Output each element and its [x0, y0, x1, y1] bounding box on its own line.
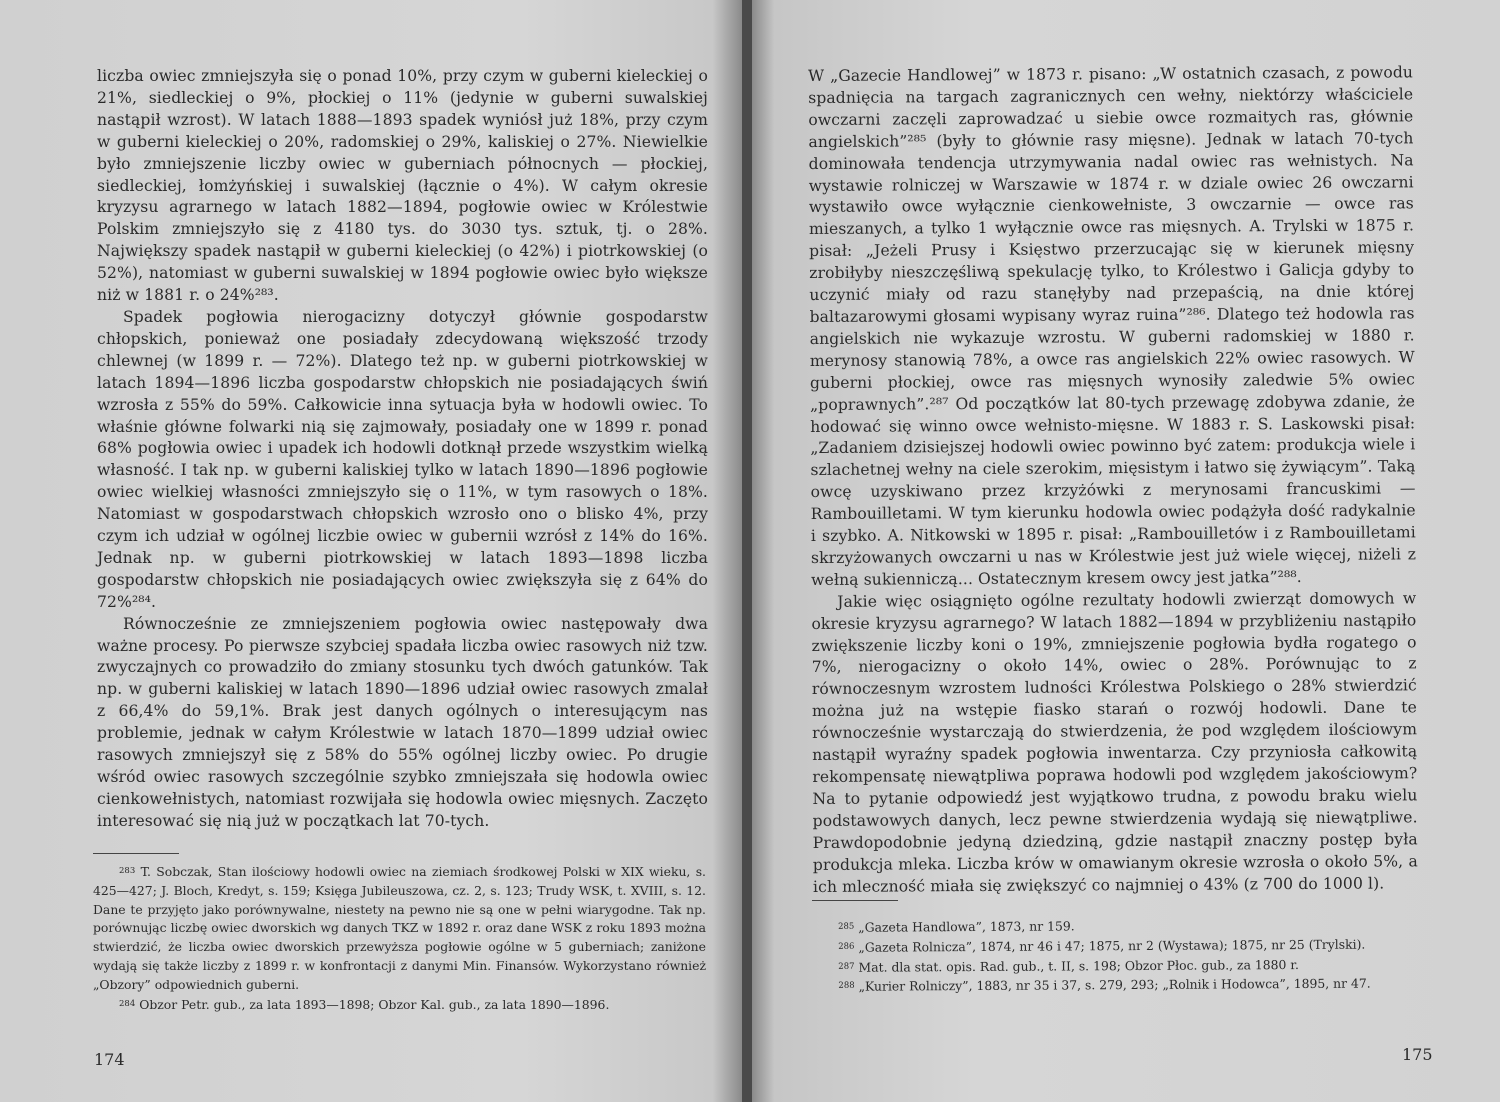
footnote-288 — [812, 974, 1424, 998]
footnote-283 — [93, 862, 706, 995]
left-paragraph-3: Równocześnie ze zmniejszeniem pogłowia owiec następowały dwa ważne procesy. Po pierwsze szybciej spadała liczba owiec rasowych niż tzw. zwyczajnych co prowadziło do zmiany stosunku tych dwóch gatunków. Tak np. w guberni kaliskiej w latach 1890—1896 udział owiec rasowych zmalał z 66,4% do 59,1%. Brak jest danych ogólnych o interesującym nas problemie, jednak w całym Królestwie w latach 1870—1899 udział owiec rasowych zmniejszył się z 58% do 55% ogólnej liczby owiec. Po drugie wśród owiec rasowych szczególnie szybko zmniejszała się hodowla owiec cienkowełnistych, natomiast rozwijała się hodowla owiec mięsnych. Zaczęto interesować się nią już w początkach lat 70-tych. — [97, 614, 708, 830]
right-paragraph-2: Jakie więc osiągnięto ogólne rezultaty hodowli zwierząt domowych w okresie kryzysu agrarnego? W latach 1882—1894 w przybliżeniu nastąpiło zwiększenie liczby koni o 19%, zmniejszenie pogłowia bydła rogatego o 7%, nierogacizny o około 14%, owiec o 28%. Porównując to z równoczesnym wzrostem ludności Królestwa Polskiego o 28% stwierdzić można już na wstępie fiasko starań o rozwój hodowli. Dane te równocześnie wystarczają do stwierdzenia, że pod względem ilościowym nastąpił wyraźny spadek pogłowia inwentarza. Czy przyniosła całkowitą rekompensatę niewątpliwa poprawa hodowli pod względem jakościowym? Na to pytanie odpowiedź jest wyjątkowo trudna, z powodu braku wielu podstawowych danych, lecz pewne stwierdzenia wydają się niewątpliwe. Prawdopodobnie jedyną dziedziną, gdzie nastąpił znaczny postęp była produkcja mleka. Liczba krów w omawianym okresie wzrosła o około 5%, a ich mleczność miała się zwiększyć co najmniej o 43% (z 700 do 1000 l). — [811, 589, 1418, 896]
footnote-ref: 283 — [119, 866, 136, 876]
footnote-286 — [812, 934, 1424, 958]
footnote-text: T. Sobczak, Stan ilościowy hodowli owiec na ziemiach środkowej Polski w XIX wieku, s. 425—427; J. Bloch, Kredyt, s. 159; Księga Jubileuszowa, cz. 2, s. 123; Trudy WSK, t. XVIII, s. 12. Dane te przyjęto jako porównywalne, niestety na pewno nie są one w pełni wiarygodne. Tak np. porównując liczbę owiec dworskich wg danych TKZ w 1892 r. oraz dane WSK z roku 1893 można stwierdzić, że liczba owiec dworskich przewyższa pogłowie ogólne w 5 guberniach; zaniżone wydają się także liczby z 1899 r. w konfrontacji z danymi Min. Finansów. Wykorzystano również „Obzory” odpowiednich guberni. — [93, 864, 706, 992]
left-page-body — [97, 66, 708, 833]
right-page-body — [808, 62, 1418, 898]
footnote-text: „Kurier Rolniczy”, 1883, nr 35 i 37, s. 279, 293; „Rolnik i Hodowca”, 1895, nr 47. — [858, 975, 1371, 995]
page-number-right: 175 — [1402, 1045, 1433, 1064]
right-footnotes — [812, 914, 1424, 997]
right-paragraph-1: W „Gazecie Handlowej” w 1873 r. pisano: „W ostatnich czasach, z powodu spadnięcia na targach zagranicznych cen wełny, niektórzy właściciele owczarni zaczęli zaprowadzać u siebie owce rozmaitych ras, głównie angielskich”²⁸⁵ (były to głównie rasy mięsne). Jednak w latach 70-tych dominowała tendencja utrzymywania nadal owiec ras wełnistych. Na wystawie rolniczej w Warszawie w 1874 r. w dziale owiec 26 owczarni wystawiło owce wyłącznie cienkowełniste, 3 owczarnie — owce ras mieszanych, a tylko 1 wyłącznie owce ras mięsnych. A. Trylski w 1875 r. pisał: „Jeżeli Prusy i Księstwo przerzucając się w kierunek mięsny zrobiłyby nieszczęśliwą spekulację tylko, to Królestwo i Galicja gdyby to uczynić miały od razu stanęłyby nad przepaścią, na dnie której baltazarowymi głosami wypisany wyraz ruina”²⁸⁶. Dlatego też hodowla ras angielskich nie wykazuje wzrostu. W guberni radomskiej w 1880 r. merynosy stanowią 78%, a owce ras angielskich 22% owiec rasowych. W guberni płockiej, owce ras mięsnych wynosiły zaledwie 5% owiec „poprawnych”.²⁸⁷ Od początków lat 80-tych przewagę zdobywa zdanie, że hodować się winno owce wełnisto-mięsne. W 1883 r. S. Laskowski pisał: „Zadaniem dzisiejszej hodowli owiec powinno być zatem: produkcja wiele i szlachetnej wełny na ciele szerokim, mięsistym i łatwo się żywiącym”. Taką owcę uzyskiwano przez krzyżówki z merynosami francuskimi — Rambouilletami. W tym kierunku hodowla owiec podążyła dość radykalnie i szybko. A. Nitkowski w 1895 r. pisał: „Rambouilletów i z Rambouilletami skrzyżowanych owczarni u nas w Królestwie jest już wiele więcej, niżeli z wełną sukienniczą... Ostatecznym kresem owcy jest jatka”²⁸⁸. — [808, 63, 1417, 589]
footnote-text: „Gazeta Handlowa”, 1873, nr 159. — [858, 918, 1075, 935]
left-page — [0, 0, 742, 1102]
right-footnote-rule — [812, 900, 898, 901]
footnote-ref: 285 — [838, 921, 855, 932]
footnote-ref: 286 — [838, 941, 855, 952]
left-footnotes — [93, 862, 706, 1014]
page-number-left: 174 — [94, 1050, 125, 1069]
footnote-text: „Gazeta Rolnicza”, 1874, nr 46 i 47; 1875, nr 2 (Wystawa); 1875, nr 25 (Trylski). — [858, 936, 1366, 955]
book-gutter — [742, 0, 752, 1102]
left-footnote-rule — [93, 853, 179, 854]
footnote-ref: 284 — [119, 998, 136, 1009]
footnote-ref: 287 — [838, 961, 855, 972]
footnote-text: Obzor Petr. gub., za lata 1893—1898; Obzor Kal. gub., za lata 1890—1896. — [139, 996, 610, 1012]
footnote-text: Mat. dla stat. opis. Rad. gub., t. II, s. 198; Obzor Płoc. gub., za 1880 r. — [858, 956, 1299, 975]
footnote-ref: 288 — [838, 981, 855, 992]
left-paragraph-1: liczba owiec zmniejszyła się o ponad 10%, przy czym w guberni kieleckiej o 21%, siedleckiej o 9%, płockiej o 11% (jedynie w guberni suwalskiej nastąpił wzrost). W latach 1888—1893 spadek wyniósł już 18%, przy czym w guberni kieleckiej o 20%, radomskiej o 29%, kaliskiej o 27%. Niewielkie było zmniejszenie liczby owiec w guberniach północnych — płockiej, siedleckiej, łomżyńskiej i suwalskiej (łącznie o 4%). W całym okresie kryzysu agrarnego w latach 1882—1894, pogłowie owiec w Królestwie Polskim zmniejszyło się z 4180 tys. do 3030 tys. sztuk, tj. o 28%. Największy spadek nastąpił w guberni kieleckiej (o 42%) i piotrkowskiej (o 52%), natomiast w guberni suwalskiej w 1894 pogłowie owiec było większe niż w 1881 r. o 24%²⁸³. — [97, 67, 708, 305]
left-paragraph-2: Spadek pogłowia nierogacizny dotyczył głównie gospodarstw chłopskich, ponieważ one posiadały zdecydowaną większość trzody chlewnej (w 1899 r. — 72%). Dlatego też np. w guberni piotrkowskiej w latach 1894—1896 liczba gospodarstw chłopskich nie posiadających świń wzrosła z 55% do 59%. Całkowicie inna sytuacja była w hodowli owiec. To właśnie główne folwarki nią się zajmowały, posiadały one w 1899 r. ponad 68% pogłowia owiec i upadek ich hodowli dotknął przede wszystkim wielką własność. I tak np. w guberni kaliskiej tylko w latach 1890—1896 pogłowie owiec wielkiej własności zmniejszyło się o 11%, w tym rasowych o 18%. Natomiast w gospodarstwach chłopskich wzrosło ono o blisko 4%, przy czym ich udział w ogólnej liczbie owiec w gubernii wzrósł z 14% do 16%. Jednak np. w guberni piotrkowskiej w latach 1893—1898 liczba gospodarstw chłopskich nie posiadających owiec zwiększyła się z 64% do 72%²⁸⁴. — [97, 307, 708, 611]
footnote-284 — [93, 995, 706, 1015]
